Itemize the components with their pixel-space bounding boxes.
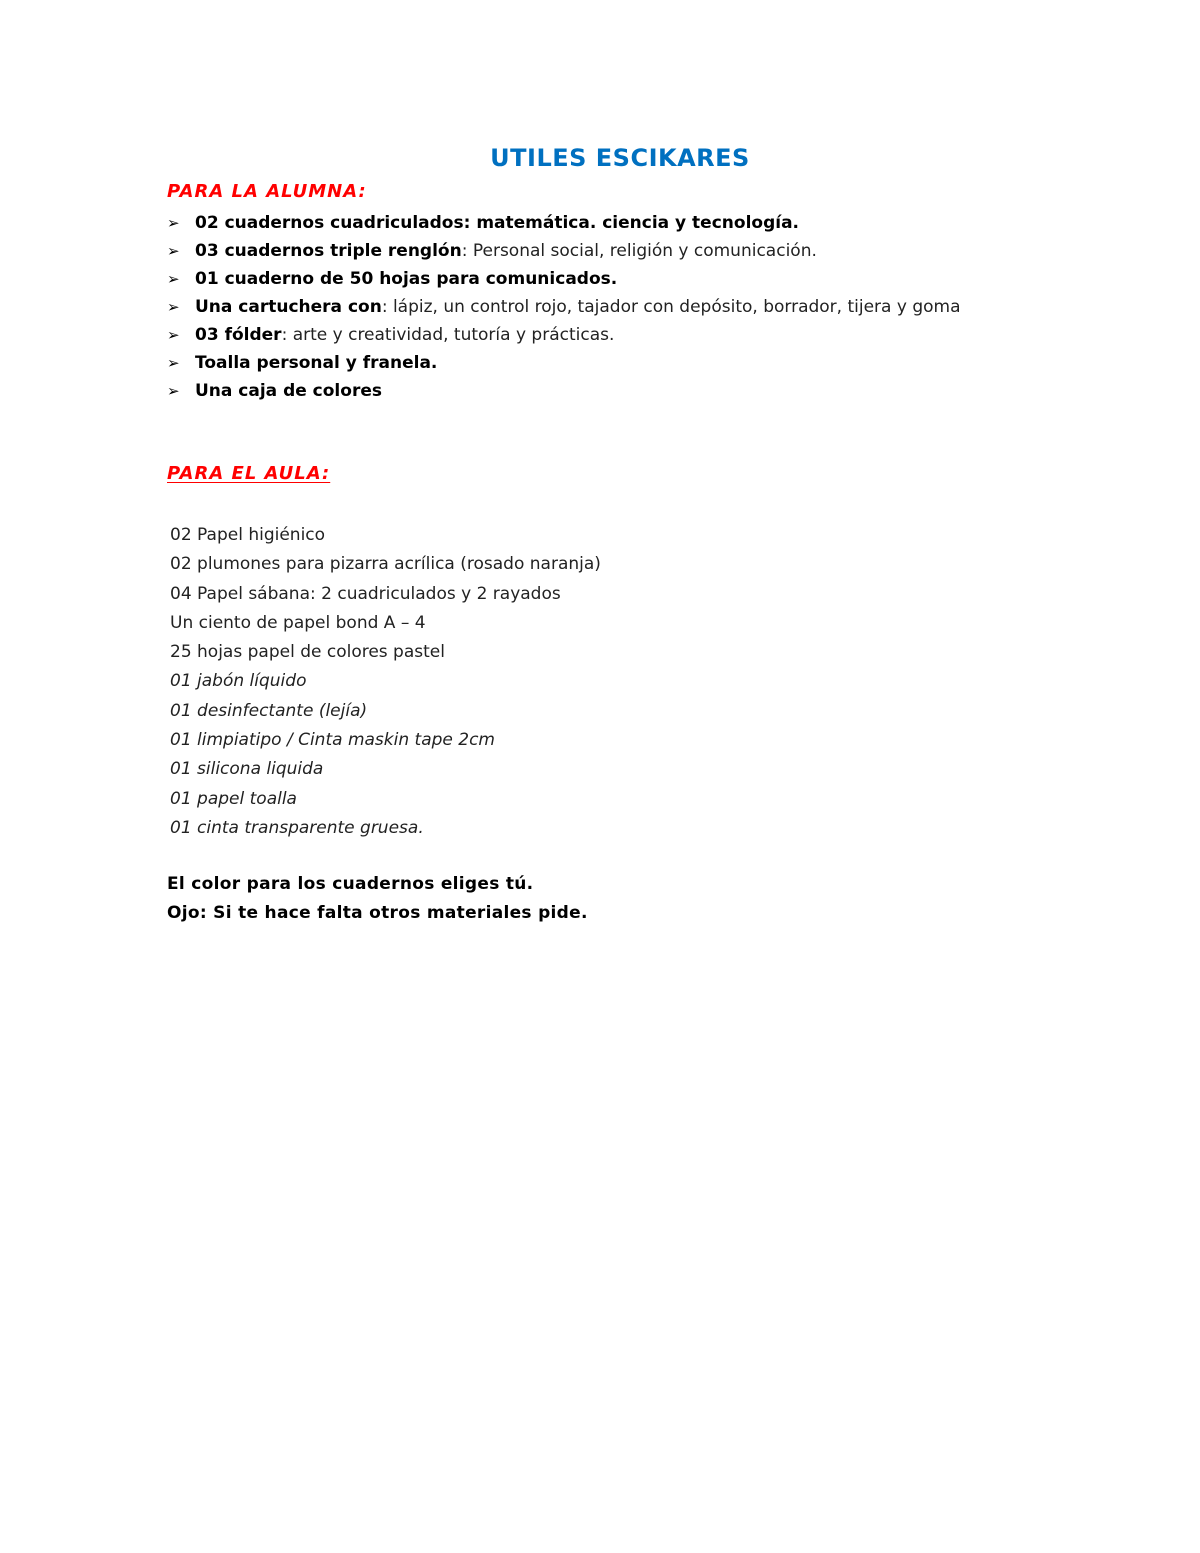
- list-item: ➢ 01 cuaderno de 50 hojas para comunicados.: [167, 265, 961, 293]
- list-item: ➢ Una caja de colores: [167, 377, 961, 405]
- arrow-bullet-icon: ➢: [167, 382, 180, 400]
- arrow-bullet-icon: ➢: [167, 242, 180, 260]
- arrow-bullet-icon: ➢: [167, 214, 180, 232]
- list-item: 01 silicona liquida: [170, 759, 324, 780]
- arrow-bullet-icon: ➢: [167, 298, 180, 316]
- arrow-bullet-icon: ➢: [167, 354, 180, 372]
- list-item: ➢ 02 cuadernos cuadriculados: matemática. ciencia y tecnología.: [167, 209, 961, 237]
- note-materials: Ojo: Si te hace falta otros materiales pide.: [167, 903, 588, 923]
- list-item: ➢ Una cartuchera con: lápiz, un control rojo, tajador con depósito, borrador, tijera y goma: [167, 293, 961, 321]
- list-item: 01 papel toalla: [170, 788, 297, 809]
- list-item: ➢ 03 fólder: arte y creatividad, tutoría y prácticas.: [167, 321, 961, 349]
- list-item: Un ciento de papel bond A – 4: [170, 612, 426, 633]
- list-item: ➢ 03 cuadernos triple renglón: Personal social, religión y comunicación.: [167, 237, 961, 265]
- notes: [167, 870, 588, 928]
- list-item: 02 plumones para pizarra acrílica (rosado naranja): [170, 554, 601, 575]
- note-color: El color para los cuadernos eliges tú.: [167, 874, 534, 894]
- section-heading-alumna: PARA LA ALUMNA:: [167, 181, 367, 202]
- list-item: 01 jabón líquido: [170, 671, 307, 692]
- list-item: ➢ Toalla personal y franela.: [167, 349, 961, 377]
- list-item: 04 Papel sábana: 2 cuadriculados y 2 rayados: [170, 583, 561, 604]
- alumna-list: [167, 209, 961, 405]
- document-title: UTILES ESCIKARES: [490, 144, 750, 172]
- aula-list: [170, 521, 601, 843]
- list-item: 01 limpiatipo / Cinta maskin tape 2cm: [170, 730, 495, 751]
- list-item: 01 cinta transparente gruesa.: [170, 817, 424, 838]
- list-item: 25 hojas papel de colores pastel: [170, 642, 445, 663]
- list-item: 01 desinfectante (lejía): [170, 700, 368, 721]
- arrow-bullet-icon: ➢: [167, 270, 180, 288]
- list-item: 02 Papel higiénico: [170, 525, 326, 545]
- arrow-bullet-icon: ➢: [167, 326, 180, 344]
- section-heading-aula: PARA EL AULA:: [167, 463, 331, 484]
